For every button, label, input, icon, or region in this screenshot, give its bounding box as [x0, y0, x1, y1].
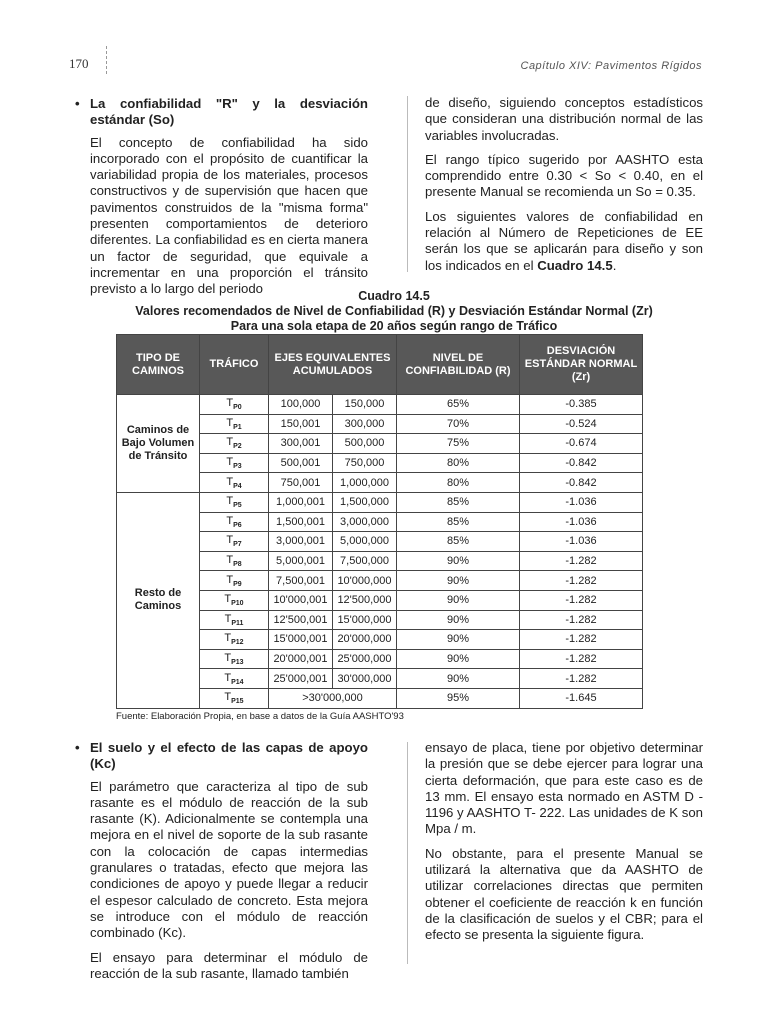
paragraph: El parámetro que caracteriza al tipo de sub rasante es el módulo de reacción de la sub rasante (K). Adicionalmente se contempla una mejora en el nivel de soporte de la sub rasante con la colocación de capas intermedias granulares o tratadas, efecto que mejora las condiciones de apoyo y puede llegar a reducir el espesor calculado de concreto. Esta mejora se introduce con el módulo de reacción combinado (Kc). [90, 778, 368, 941]
traffic-class: $T_{P6}$ [200, 512, 269, 532]
std-deviation: -1.282 [520, 630, 643, 650]
header-desviacion: DESVIACIÓN ESTÁNDAR NORMAL (Zr) [520, 335, 643, 395]
header-trafico: TRÁFICO [200, 335, 269, 395]
traffic-class: $T_{P9}$ [200, 571, 269, 591]
ee-from: 15'000,001 [269, 630, 333, 650]
reliability-level: 85% [397, 532, 520, 552]
reliability-level: 90% [397, 590, 520, 610]
std-deviation: -1.282 [520, 551, 643, 571]
reliability-level: 70% [397, 414, 520, 434]
reliability-level: 80% [397, 453, 520, 473]
section2-heading: • El suelo y el efecto de las capas de apoyo (Kc) [75, 740, 368, 772]
caption-title: Valores recomendados de Nivel de Confiabilidad (R) y Desviación Estándar Normal (Zr) [135, 304, 653, 318]
traffic-class: $T_{P11}$ [200, 610, 269, 630]
header-nivel: NIVEL DE CONFIABILIDAD (R) [397, 335, 520, 395]
traffic-class: $T_{P5}$ [200, 492, 269, 512]
std-deviation: -1.282 [520, 571, 643, 591]
paragraph: El ensayo para determinar el módulo de reacción de la sub rasante, llamado también [90, 949, 368, 981]
ee-to: 300,000 [333, 414, 397, 434]
ee-from: 100,000 [269, 395, 333, 415]
ee-to: 3,000,000 [333, 512, 397, 532]
std-deviation: -1.645 [520, 688, 643, 708]
paragraph: No obstante, para el presente Manual se utilizará la alternativa que da AASHTO de utilizar correlaciones directas que permiten obtener el coeficiente de reacción k en función de la clasificación de suelos y el CBR; para el efecto se presenta la siguiente figura. [425, 845, 703, 943]
table-row [117, 492, 643, 512]
group-bajo-volumen: Caminos de Bajo Volumen de Tránsito [117, 395, 200, 493]
traffic-class: $T_{P3}$ [200, 453, 269, 473]
section1-heading: • La confiabilidad "R" y la desviación estándar (So) [75, 96, 368, 128]
std-deviation: -1.282 [520, 669, 643, 689]
ee-from: 12'500,001 [269, 610, 333, 630]
ee-to: 150,000 [333, 395, 397, 415]
ee-to: 7,500,000 [333, 551, 397, 571]
ee-from: 5,000,001 [269, 551, 333, 571]
caption-subtitle: Para una sola etapa de 20 años según rango de Tráfico [230, 319, 558, 333]
header-tipo: TIPO DE CAMINOS [117, 335, 200, 395]
std-deviation: -0.524 [520, 414, 643, 434]
reliability-level: 65% [397, 395, 520, 415]
reliability-table [116, 334, 643, 709]
ee-to: 1,000,000 [333, 473, 397, 493]
traffic-class: $T_{P13}$ [200, 649, 269, 669]
ee-to: 20'000,000 [333, 630, 397, 650]
traffic-class: $T_{P14}$ [200, 669, 269, 689]
reliability-level: 90% [397, 630, 520, 650]
std-deviation: -1.282 [520, 649, 643, 669]
reliability-level: 90% [397, 610, 520, 630]
paragraph: El rango típico sugerido por AASHTO esta comprendido entre 0.30 < So < 0.40, en el presente Manual se recomienda un So = 0.35. [425, 151, 703, 200]
caption-number: Cuadro 14.5 [358, 289, 430, 303]
section1-right-column [425, 95, 703, 282]
ee-from: 20'000,001 [269, 649, 333, 669]
ee-from: 3,000,001 [269, 532, 333, 552]
reliability-level: 85% [397, 512, 520, 532]
std-deviation: -0.842 [520, 453, 643, 473]
std-deviation: -1.036 [520, 492, 643, 512]
ee-to: 750,000 [333, 453, 397, 473]
ee-from: 150,001 [269, 414, 333, 434]
reliability-level: 80% [397, 473, 520, 493]
reliability-level: 90% [397, 571, 520, 591]
paragraph: ensayo de placa, tiene por objetivo determinar la presión que se debe ejercer para lograr una cierta deformación, que para este caso es de 13 mm. El ensayo esta normado en ASTM D - 1196 y AASHTO T- 222. Las unidades de K son Mpa / m. [425, 740, 703, 837]
traffic-class: $T_{P7}$ [200, 532, 269, 552]
std-deviation: -1.036 [520, 512, 643, 532]
table-source: Fuente: Elaboración Propia, en base a datos de la Guía AASHTO'93 [116, 711, 404, 722]
traffic-class: $T_{P1}$ [200, 414, 269, 434]
reliability-level: 95% [397, 688, 520, 708]
ee-from: 1,500,001 [269, 512, 333, 532]
std-deviation: -1.282 [520, 590, 643, 610]
reliability-level: 75% [397, 434, 520, 454]
ee-to: 1,500,000 [333, 492, 397, 512]
ee-from: 300,001 [269, 434, 333, 454]
paragraph: de diseño, siguiendo conceptos estadísticos que consideran una distribución normal de las variables involucradas. [425, 95, 703, 143]
ee-to: 15'000,000 [333, 610, 397, 630]
reliability-level: 90% [397, 669, 520, 689]
ee-from: 750,001 [269, 473, 333, 493]
traffic-class: $T_{P4}$ [200, 473, 269, 493]
std-deviation: -1.282 [520, 610, 643, 630]
ee-from: 25'000,001 [269, 669, 333, 689]
traffic-class: $T_{P12}$ [200, 630, 269, 650]
traffic-class: $T_{P0}$ [200, 395, 269, 415]
column-divider [407, 742, 408, 964]
paragraph: Los siguientes valores de confiabilidad en relación al Número de Repeticiones de EE serán los que se aplicarán para diseño y son los indicados en el Cuadro 14.5. [425, 208, 703, 273]
section2-right-column [425, 740, 703, 952]
traffic-class: $T_{P2}$ [200, 434, 269, 454]
group-resto-caminos: Resto de Caminos [117, 492, 200, 708]
ee-from: 500,001 [269, 453, 333, 473]
header-ejes: EJES EQUIVALENTES ACUMULADOS [269, 335, 397, 395]
column-divider [407, 96, 408, 272]
page-number: 170 [69, 56, 89, 71]
section1-body: El concepto de confiabilidad ha sido incorporado con el propósito de cuantificar la variabilidad propia de los materiales, procesos constructivos y de supervisión que hacen que pavimentos construidos de la "misma forma" presenten comportamientos de deterioro diferentes. La confiabilidad es en cierta manera un factor de seguridad, que equivale a incrementar en una proporción el tránsito previsto a lo largo del periodo [90, 134, 368, 297]
chapter-title: Capítulo XIV: Pavimentos Rígidos [520, 60, 702, 72]
ee-to: 30'000,000 [333, 669, 397, 689]
table-row [117, 395, 643, 415]
std-deviation: -0.674 [520, 434, 643, 454]
bullet-icon: • [75, 96, 80, 111]
ee-to: 25'000,000 [333, 649, 397, 669]
traffic-class: $T_{P15}$ [200, 688, 269, 708]
section2-left-column [75, 740, 368, 990]
traffic-class: $T_{P10}$ [200, 590, 269, 610]
ee-from: 7,500,001 [269, 571, 333, 591]
traffic-class: $T_{P8}$ [200, 551, 269, 571]
table-reference: Cuadro 14.5 [537, 257, 613, 273]
reliability-level: 90% [397, 551, 520, 571]
reliability-level: 85% [397, 492, 520, 512]
std-deviation: -1.036 [520, 532, 643, 552]
ee-to: 10'000,000 [333, 571, 397, 591]
ee-to: 5,000,000 [333, 532, 397, 552]
std-deviation: -0.842 [520, 473, 643, 493]
ee-from: 1,000,001 [269, 492, 333, 512]
std-deviation: -0.385 [520, 395, 643, 415]
bullet-icon: • [75, 740, 80, 755]
ee-to: 500,000 [333, 434, 397, 454]
section1-left-column [75, 96, 368, 298]
ee-to: 12'500,000 [333, 590, 397, 610]
ee-from: 10'000,001 [269, 590, 333, 610]
ee-range: >30'000,000 [269, 688, 397, 708]
header-divider [106, 46, 107, 74]
reliability-level: 90% [397, 649, 520, 669]
table-body [117, 395, 643, 709]
table-caption [104, 289, 684, 334]
